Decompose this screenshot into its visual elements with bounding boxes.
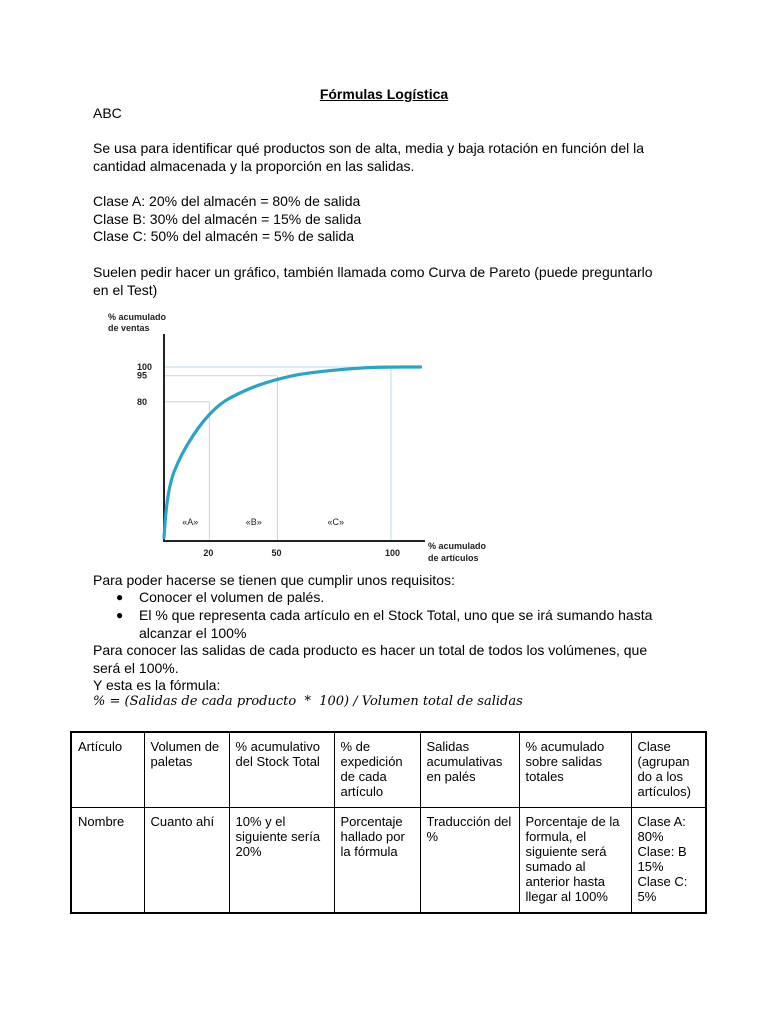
section-heading: ABC — [93, 105, 122, 121]
zone-label: «B» — [245, 517, 262, 527]
zone-label: «C» — [327, 517, 345, 527]
zone-label: «A» — [182, 517, 199, 527]
y-tick-label: 95 — [137, 370, 148, 381]
y-tick-label: 80 — [137, 396, 148, 407]
y-axis-title: % acumulado — [108, 312, 167, 322]
table-header-row — [71, 732, 706, 808]
intro-line-1: Se usa para identificar qué productos son de alta, media y baja rotación en función del la — [93, 140, 645, 156]
class-b-line: Clase B: 30% del almacén = 15% de salida — [93, 211, 362, 227]
pareto-chart — [100, 306, 520, 568]
bullet-2-text: El % que representa cada artículo en el Stock Total, uno que se irá sumando hasta — [139, 607, 653, 623]
class-a-line: Clase A: 20% del almacén = 80% de salida — [93, 193, 361, 209]
table-cell: Porcentaje hallado por la fórmula — [334, 808, 420, 914]
x-tick-label: 20 — [203, 548, 214, 558]
class-c-line: Clase C: 50% del almacén = 5% de salida — [93, 228, 355, 244]
x-tick-label: 50 — [271, 548, 282, 558]
page-title: Fórmulas Logística — [319, 86, 449, 102]
bullet-1-text: Conocer el volumen de palés. — [139, 589, 325, 605]
y-axis-title: de ventas — [108, 323, 150, 333]
table-cell: Traducción del % — [420, 808, 519, 914]
table-header-cell: Volumen de paletas — [144, 732, 229, 808]
table-cell: Nombre — [71, 808, 144, 914]
x-axis-title: de artículos — [428, 553, 479, 563]
graph-note-line-2: en el Test) — [93, 282, 158, 298]
outputs-line-2: será el 100%. — [93, 660, 179, 676]
pareto-curve — [164, 367, 421, 538]
y-tick-label: 100 — [137, 362, 153, 372]
table-cell: Cuanto ahí — [144, 808, 229, 914]
table-cell: 10% y el siguiente sería 20% — [229, 808, 334, 914]
abc-table — [70, 731, 707, 914]
table-cell: Clase A: 80% Clase: B 15% Clase C: 5% — [631, 808, 706, 914]
x-tick-label: 100 — [385, 548, 401, 558]
table-header-cell: Clase (agrupan do a los artículos) — [631, 732, 706, 808]
bullet-2-text-cont: alcanzar el 100% — [139, 625, 247, 641]
table-cell: Porcentaje de la formula, el siguiente será sumado al anterior hasta llegar al 100% — [519, 808, 631, 914]
table-header-cell: Salidas acumulativas en palés — [420, 732, 519, 808]
table-header-cell: Artículo — [71, 732, 144, 808]
formula: % = (Salidas de cada producto * 100) / Volumen total de salidas — [93, 694, 523, 709]
bullet-icon: ● — [116, 608, 124, 622]
intro-line-2: cantidad almacenada y la proporción en las salidas. — [93, 158, 415, 174]
table-row — [71, 808, 706, 914]
graph-note-line-1: Suelen pedir hacer un gráfico, también llamada como Curva de Pareto (puede preguntarlo — [93, 264, 653, 280]
x-axis-title: % acumulado — [428, 541, 487, 551]
requirements-intro: Para poder hacerse se tienen que cumplir unos requisitos: — [93, 572, 455, 588]
table-header-cell: % acumulativo del Stock Total — [229, 732, 334, 808]
table-header-cell: % acumulado sobre salidas totales — [519, 732, 631, 808]
table-header-cell: % de expedición de cada artículo — [334, 732, 420, 808]
formula-intro: Y esta es la fórmula: — [93, 677, 221, 693]
bullet-icon: ● — [116, 590, 124, 604]
outputs-line-1: Para conocer las salidas de cada producto es hacer un total de todos los volúmenes, que — [93, 642, 648, 658]
